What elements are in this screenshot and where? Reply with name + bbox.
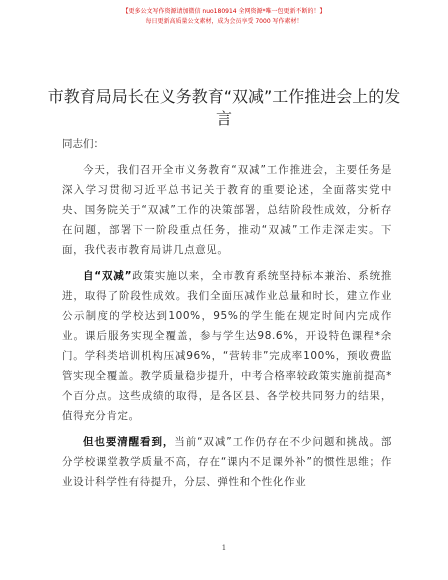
promo-banner-line2: 每日更新高质量公文素材，成为会员享受 7000 写作素材！ [145, 18, 303, 25]
paragraph-3-text: 当前“双减”工作仍存在不少问题和挑战。部分学校课堂教学质量不高，存在“课内不足课外补”的惯性思维；作业设计科学性有待提升，分层、弹性和个性化作业 [62, 436, 392, 488]
page-number: 1 [221, 544, 227, 552]
paragraph-2-lead: 自“双减” [83, 270, 133, 282]
promo-banner-line1: 【更多公文写作资源请加微信 nuo180914 全网资源*唯一包更新不断的！】 [122, 8, 326, 15]
document-body [62, 134, 392, 498]
document-title: 市教育局局长在义务教育“双减”工作推进会上的发言 [47, 87, 401, 128]
paragraph-3 [62, 432, 392, 492]
paragraph-2-text: 政策实施以来，全市教育系统坚持标本兼治、系统推进，取得了阶段性成效。我们全面压减作业总量和时长，建立作业公示制度的学校达到100%，95%的学生能在规定时间内完成作业。课后服务实现全覆盖，参与学生达98.6%，开设特色课程*余门。学科类培训机构压减96%，“营转非”完成率100%，预收费监管实现全覆盖。教学质量稳步提升，中考合格率较政策实施前提高*个百分点。这些成绩的取得，是各区县、各学校共同努力的结果，值得充分肯定。 [62, 270, 392, 422]
greeting: 同志们： [62, 138, 104, 150]
paragraph-1: 今天，我们召开全市义务教育“双减”工作推进会，主要任务是深入学习贯彻习近平总书记关于教育的重要论述，全面落实党中央、国务院关于“双减”工作的决策部署，总结阶段性成效，分析存在问题，部署下一阶段重点任务，推动“双减”工作走深走实。下面，我代表市教育局讲几点意见。 [62, 164, 392, 256]
paragraph-3-lead: 但也要清醒看到， [83, 436, 175, 448]
promo-banner [0, 6, 448, 27]
paragraph-2 [62, 266, 392, 426]
